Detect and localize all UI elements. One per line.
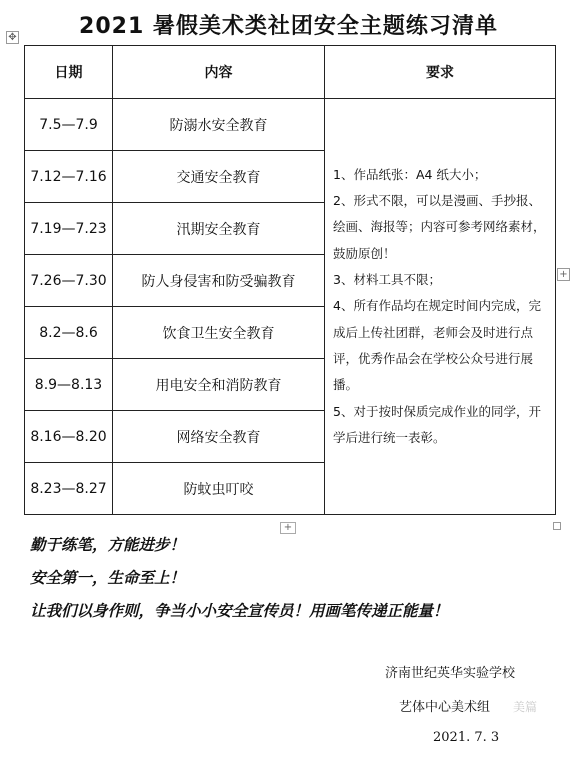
row-content: 防人身侵害和防受骗教育 [113,255,325,307]
slogan-line: 让我们以身作则，争当小小安全宣传员！用画笔传递正能量！ [30,601,449,620]
row-date: 8.16—8.20 [25,411,113,463]
header-content: 内容 [113,46,325,99]
add-row-handle-icon[interactable]: + [280,522,296,534]
document-title: 2021 暑假美术类社团安全主题练习清单 [79,14,498,39]
row-date: 8.9—8.13 [25,359,113,411]
row-date: 7.19—7.23 [25,203,113,255]
row-date: 8.2—8.6 [25,307,113,359]
table-move-handle-icon[interactable]: ✥ [6,31,19,44]
requirement-item: 4、所有作品均在规定时间内完成，完成后上传社团群，老师会及时进行点评，优秀作品会在学校公众号进行展播。 [333,298,541,393]
header-date: 日期 [25,46,113,99]
signature-school: 济南世纪英华实验学校 [385,666,516,681]
row-content: 交通安全教育 [113,151,325,203]
row-content: 网络安全教育 [113,411,325,463]
requirement-item: 1、作品纸张：A4 纸大小； [333,166,487,182]
table-row [25,99,556,151]
requirement-item: 5、对于按时保质完成作业的同学，开学后进行统一表彰。 [333,403,541,445]
row-content: 汛期安全教育 [113,203,325,255]
row-content: 用电安全和消防教育 [113,359,325,411]
signature-date: 2021. 7. 3 [433,730,500,745]
row-date: 7.26—7.30 [25,255,113,307]
row-date: 8.23—8.27 [25,463,113,515]
slogan-line: 勤于练笔，方能进步！ [30,535,186,554]
slogans [30,528,570,627]
row-content: 饮食卫生安全教育 [113,307,325,359]
row-date: 7.12—7.16 [25,151,113,203]
requirement-item: 3、材料工具不限； [333,272,441,288]
requirements-cell [325,99,556,515]
row-content: 防蚊虫叮咬 [113,463,325,515]
schedule-table [24,45,556,515]
slogan-line: 安全第一，生命至上！ [30,568,186,587]
watermark: 美篇 [513,700,538,714]
table-header-row [25,46,556,99]
requirement-item: 2、形式不限，可以是漫画、手抄报、绘画、海报等；内容可参考网络素材，鼓励原创！ [333,193,546,261]
row-content: 防溺水安全教育 [113,99,325,151]
row-date: 7.5—7.9 [25,99,113,151]
signature-department: 艺体中心美术组 [399,700,491,715]
header-requirements: 要求 [325,46,556,99]
add-column-handle-icon[interactable]: + [557,268,570,281]
